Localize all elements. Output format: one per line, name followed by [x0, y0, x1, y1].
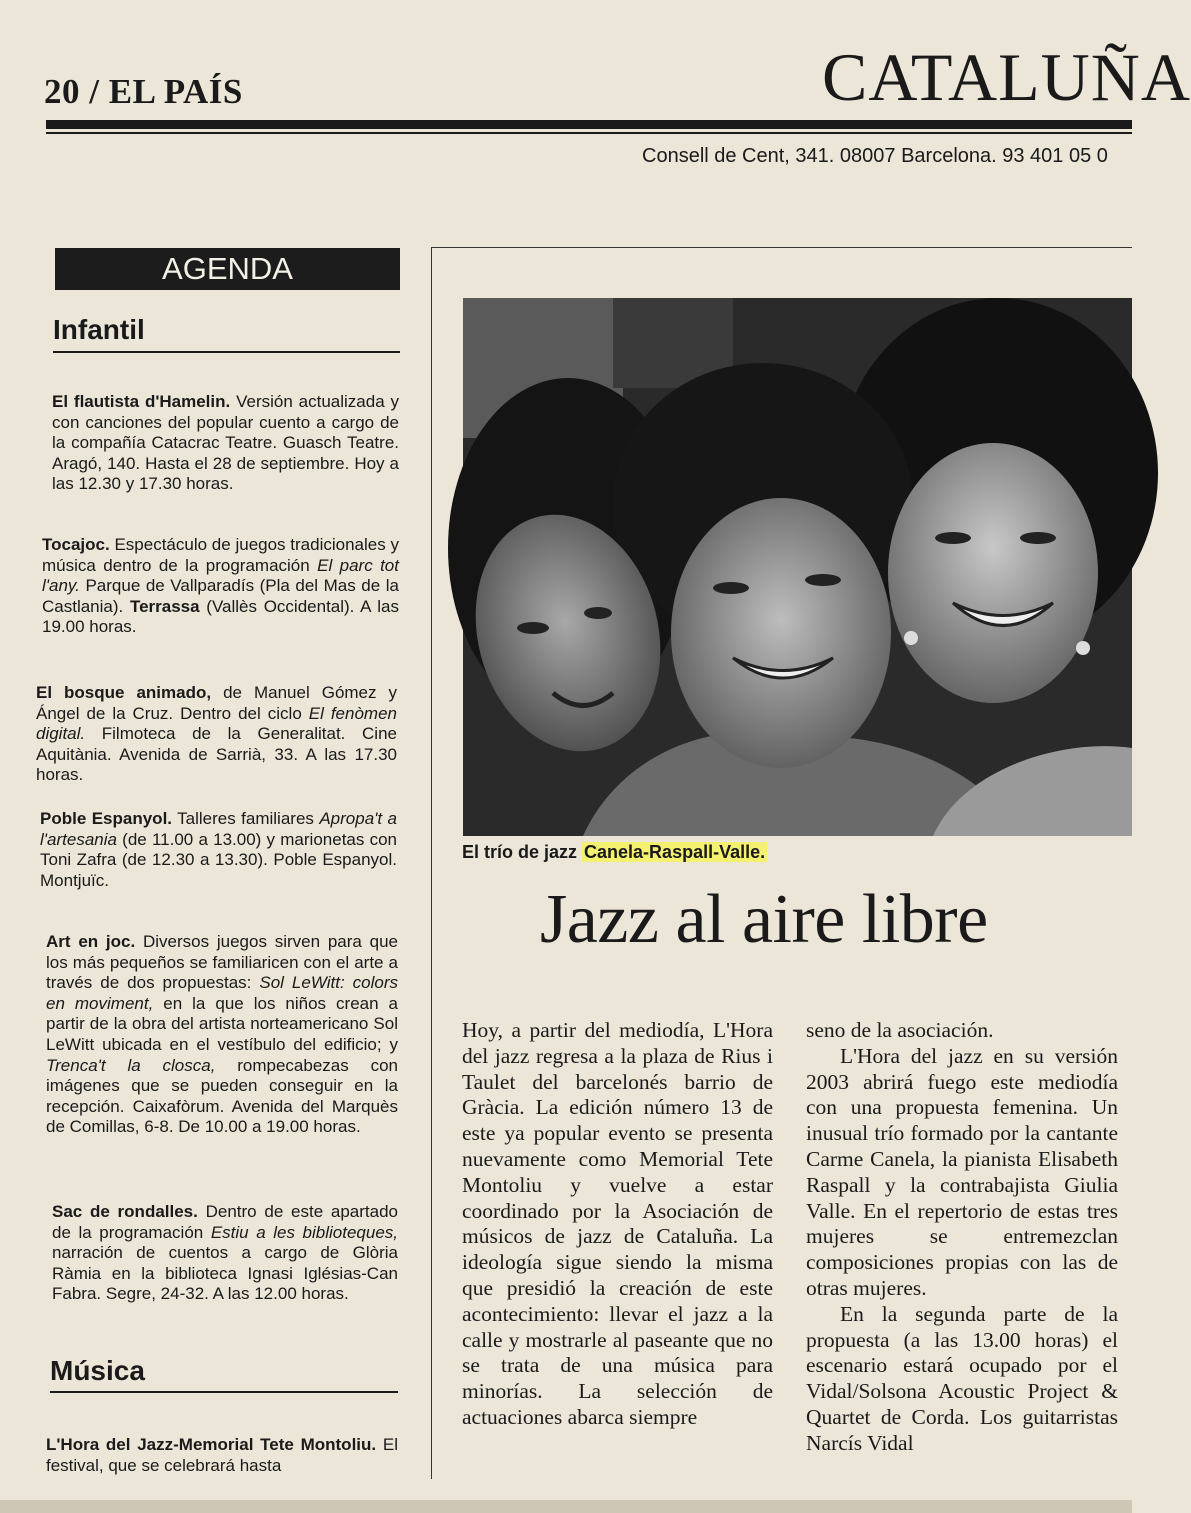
entry-title: Tocajoc. [42, 535, 110, 554]
entry-title: El flautista d'Hamelin. [52, 392, 231, 411]
entry-italic: Apropa't a l'artesania [40, 809, 398, 849]
entry-text: (Vallès Occidental). A las 19.00 horas. [42, 596, 400, 637]
entry-text: en la que los niños crean a partir de la obra del artista norteamericano Sol LeWitt ubicada en el vestíbulo del edificio; y [46, 993, 398, 1054]
entry-city: Terrassa [129, 596, 200, 616]
agenda-entry [46, 1435, 398, 1476]
article-frame-left [431, 247, 432, 1479]
agenda-entry [36, 683, 397, 786]
entry-text: narración de cuentos a cargo de Glòria Ràmia en la biblioteca Ignasi Iglésias-Can Fabra. Segre, 24-32. A las 12.00 horas. [52, 1243, 398, 1304]
entry-text: de Manuel Gómez y Ángel de la Cruz. Dentro del ciclo [36, 683, 397, 723]
paper-edge [0, 1500, 1132, 1513]
article-headline: Jazz al aire libre [540, 881, 988, 958]
office-address: Consell de Cent, 341. 08007 Barcelona. 93 401 05 0 [642, 145, 1108, 167]
agenda-entry [46, 932, 398, 1138]
entry-text: Parque de Vallparadís (Pla del Mas de la Castlania). [42, 576, 399, 616]
entry-text: Dentro de este apartado de la programación [52, 1202, 398, 1242]
article-frame-top [432, 247, 1132, 248]
entry-title: Sac de rondalles. [52, 1202, 198, 1221]
agenda-entry [52, 1202, 398, 1305]
agenda-entry [40, 809, 397, 891]
entry-italic: Estiu a les biblioteques, [210, 1222, 398, 1242]
infantil-rule [53, 351, 400, 353]
entry-title: Art en joc. [46, 932, 136, 951]
entry-italic: El parc tot l'any. [42, 555, 399, 596]
entry-text: Versión actualizada y con canciones del popular cuento a cargo de la compañía Catacrac Teatre. Guasch Teatre. Aragó, 140. Hasta el 28 de septiembre. Hoy a las 12.30 y 17.30 horas. [52, 392, 399, 494]
article-paragraph: En la segunda parte de la propuesta (a las 13.00 horas) el escenario estará ocupado por el Vidal/Solsona Acoustic Project & Quartet de Corda. Los guitarristas Narcís Vidal [806, 1301, 1118, 1455]
trio-photo-illustration [463, 298, 1132, 836]
entry-text: rompecabezas con imágenes que se pueden conseguir en la recepción. Caixafòrum. Avenida del Marquès de Comillas, 6-8. De 10.00 a 19.00 horas. [46, 1055, 398, 1137]
article-paragraph: seno de la asociación. [806, 1018, 994, 1042]
entry-text: Filmoteca de la Generalitat. Cine Aquitània. Avenida de Sarrià, 33. A las 17.30 horas. [36, 724, 397, 785]
caption-highlight: Canela-Raspall-Valle. [584, 842, 766, 862]
entry-text: Diversos juegos sirven para que los más pequeños se familiaricen con el arte a través de dos propuestas: [46, 932, 399, 993]
entry-title: Poble Espanyol. [40, 809, 173, 828]
entry-text: (de 11.00 a 13.00) y marionetas con Toni Zafra (de 12.30 a 13.30). Poble Espanyol. Montjuïc. [40, 829, 397, 890]
musica-heading: Música [50, 1355, 145, 1386]
agenda-header: AGENDA [55, 248, 400, 290]
entry-text: Talleres familiares [172, 809, 320, 828]
caption-text: El trío de jazz [462, 842, 583, 862]
entry-text: El festival, que se celebrará hasta [46, 1435, 398, 1475]
agenda-entry [42, 535, 399, 638]
section-title: CATALUÑA [822, 39, 1191, 115]
article-column-1: Hoy, a partir del mediodía, L'Hora del jazz regresa a la plaza de Rius i Taulet del barcelonés barrio de Gràcia. La edición número 13 de este ya popular evento se presenta nuevamente como Memorial Tete Montoliu y vuelve a estar coordinado por la Asociación de músicos de jazz de Cataluña. La ideología sigue siendo la misma que presidió la creación de este acontecimiento: llevar el jazz a la calle y mostrarle al paseante que no se trata de una música para minorías. La selección de actuaciones abarca siempre [462, 1018, 773, 1429]
page-number: 20 / EL PAÍS [44, 72, 243, 111]
article-column-2 [806, 1018, 1118, 1457]
masthead-rule-thin [46, 132, 1132, 134]
article-photo [463, 298, 1132, 836]
entry-italic: Trenca't la closca, [46, 1055, 216, 1075]
entry-italic: Sol LeWitt: colors en moviment, [46, 973, 399, 1013]
entry-text: Espectáculo de juegos tradicionales y música dentro de la programación [42, 535, 399, 575]
entry-title: El bosque animado, [36, 683, 212, 702]
photo-caption [462, 842, 767, 863]
entry-title: L'Hora del Jazz-Memorial Tete Montoliu. [46, 1435, 377, 1454]
infantil-heading: Infantil [53, 314, 145, 345]
entry-italic: El fenòmen digital. [36, 703, 397, 744]
musica-rule [50, 1391, 398, 1393]
masthead-rule [46, 120, 1132, 129]
agenda-entry [52, 392, 399, 495]
article-paragraph: L'Hora del jazz en su versión 2003 abrirá fuego este mediodía con una propuesta femenina. Un inusual trío formado por la cantante Carme Canela, la pianista Elisabeth Raspall y la contrabajista Giulia Valle. En el repertorio de estas tres mujeres se entremezclan composiciones propias con las de otras mujeres. [806, 1043, 1118, 1300]
